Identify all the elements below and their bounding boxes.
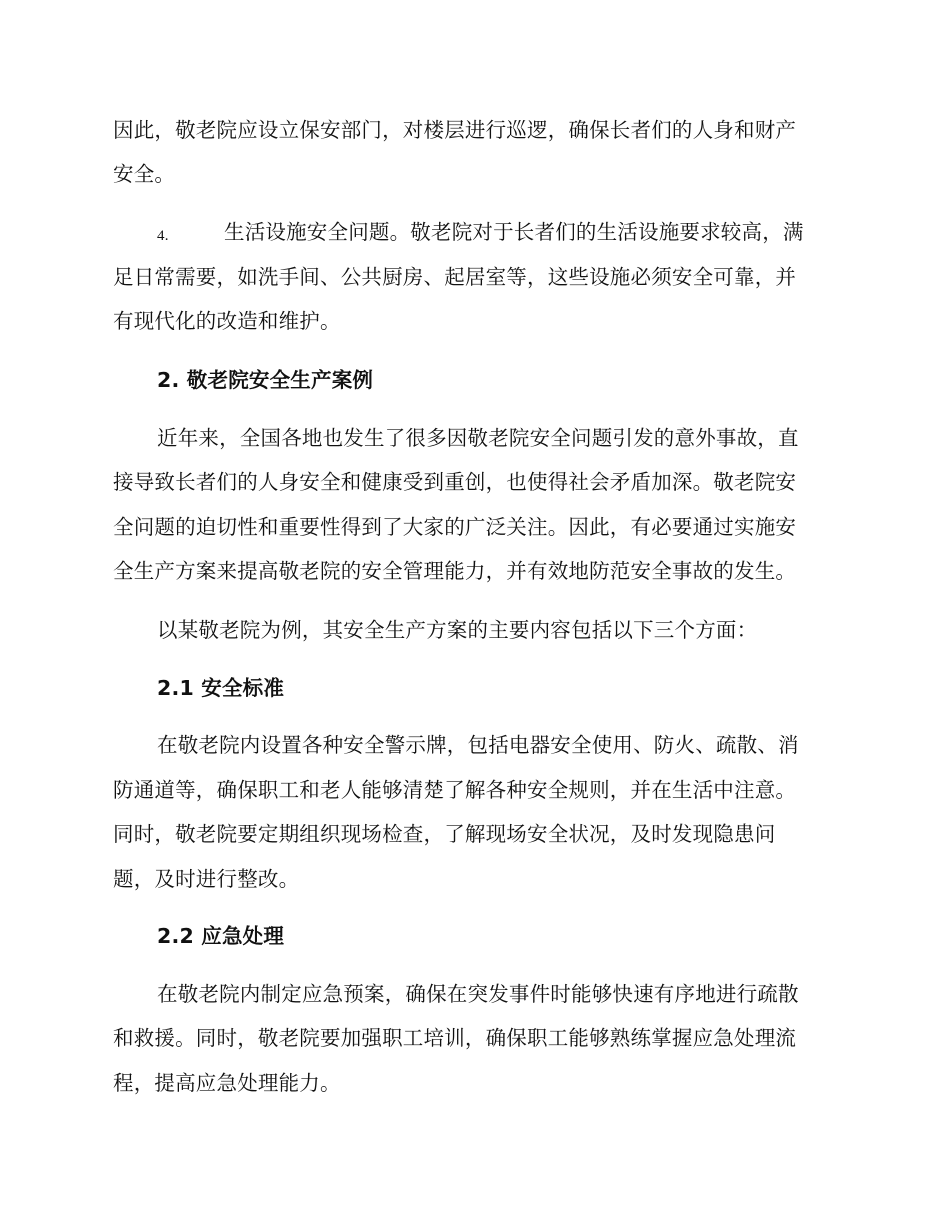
list-item-line: 生活设施安全问题。敬老院对于长者们的生活设施要求较高，满	[224, 220, 804, 244]
paragraph-line: 全问题的迫切性和重要性得到了大家的广泛关注。因此，有必要通过实施安	[113, 515, 797, 539]
section-heading: 2. 敬老院安全生产案例	[157, 368, 374, 392]
paragraph-line: 题，及时进行整改。	[113, 867, 300, 891]
paragraph-line: 因此，敬老院应设立保安部门，对楼层进行巡逻，确保长者们的人身和财产	[113, 118, 797, 142]
paragraph-line: 在敬老院内制定应急预案，确保在突发事件时能够快速有序地进行疏散	[157, 982, 799, 1006]
paragraph-line: 近年来，全国各地也发生了很多因敬老院安全问题引发的意外事故，直	[157, 426, 799, 450]
paragraph-line: 全生产方案来提高敬老院的安全管理能力，并有效地防范安全事故的发生。	[113, 559, 797, 583]
subsection-heading: 2.2 应急处理	[157, 924, 285, 948]
paragraph-line: 安全。	[113, 162, 176, 186]
paragraph-line: 以某敬老院为例，其安全生产方案的主要内容包括以下三个方面：	[157, 618, 758, 642]
paragraph-line: 防通道等，确保职工和老人能够清楚了解各种安全规则，并在生活中注意。	[113, 778, 797, 802]
list-item-line: 有现代化的改造和维护。	[113, 309, 341, 333]
list-item-number: 4.	[157, 228, 169, 244]
paragraph-line: 同时，敬老院要定期组织现场检查，了解现场安全状况，及时发现隐患问	[113, 822, 776, 846]
paragraph-line: 接导致长者们的人身安全和健康受到重创，也使得社会矛盾加深。敬老院安	[113, 470, 797, 494]
paragraph-line: 程，提高应急处理能力。	[113, 1071, 341, 1095]
list-item-line: 足日常需要，如洗手间、公共厨房、起居室等，这些设施必须安全可靠，并	[113, 265, 797, 289]
paragraph-line: 和救援。同时，敬老院要加强职工培训，确保职工能够熟练掌握应急处理流	[113, 1026, 797, 1050]
paragraph-line: 在敬老院内设置各种安全警示牌，包括电器安全使用、防火、疏散、消	[157, 733, 799, 757]
subsection-heading: 2.1 安全标准	[157, 676, 285, 700]
